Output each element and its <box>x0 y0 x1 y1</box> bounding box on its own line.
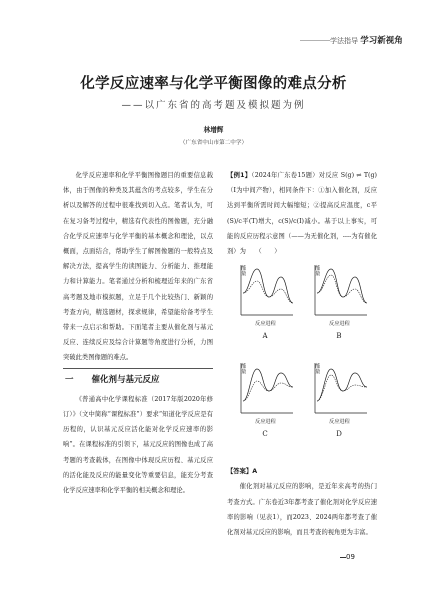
graph-c-letter: C <box>262 430 268 439</box>
section-divider <box>63 368 213 369</box>
graph-c-y-label: 能量 <box>240 363 247 374</box>
example-label: 【例1】 <box>227 172 252 179</box>
graph-d <box>309 361 369 439</box>
graph-a-x-label: 反应进程 <box>255 321 276 328</box>
graph-d-y-label: 能量 <box>314 363 321 374</box>
header-prefix: 学法指导 <box>330 37 358 45</box>
answer-paragraph: 催化剂对基元反应的影响，是近年来高考的热门考查方式。广东卷近3年都考查了催化剂对化学反应速率的影响（见表1），而2023、2024两年都考查了催化剂对基元反应的影响，而且考查的视角更为丰富。 <box>227 483 377 537</box>
graph-b-letter: B <box>336 332 342 341</box>
page-number: 09 <box>346 553 355 561</box>
graph-b-y-label: 能量 <box>314 265 321 276</box>
article-subtitle: ——以广东省的高考题及模拟题为例 <box>121 100 306 111</box>
graph-c-x-label: 反应进程 <box>255 419 276 426</box>
header-column-label <box>330 34 403 46</box>
graph-a-y-label: 能量 <box>240 265 247 276</box>
example-source: （2024年广东卷15题） <box>251 172 319 179</box>
section-number: 一 <box>65 374 74 385</box>
reaction-path-graphs <box>227 261 377 461</box>
graph-a <box>235 263 295 341</box>
answer-value: A <box>252 468 258 476</box>
header-column: 学习新视角 <box>360 36 403 46</box>
graph-c <box>235 361 295 439</box>
answer-label: 【答案】 <box>227 468 253 476</box>
author-name: 林增辉 <box>203 126 224 134</box>
right-column <box>227 168 377 540</box>
section-heading <box>63 373 213 388</box>
example-paragraph <box>227 168 377 259</box>
section-title: 催化剂与基元反应 <box>91 374 160 385</box>
graph-b <box>309 263 369 341</box>
section-paragraph: 《普通高中化学课程标准（2017年版2020年修订）》（文中简称“课程标准”）要求“知道化学反应是有历程的，认识基元反应活化能对化学反应速率的影响”。在课程标准的引领下，基元反应的图像也成了高考题的考查载体，在图像中体现反应历程、基元反应的活化能及反应的能量变化等重要信息，能充分考查化学反应速率和化学平衡的相关概念和理论。 <box>63 395 213 495</box>
answer-heading <box>227 464 377 479</box>
graph-d-letter: D <box>336 430 342 439</box>
graph-a-letter: A <box>262 332 268 341</box>
graph-d-x-label: 反应进程 <box>329 419 350 426</box>
intro-paragraph: 化学反应速率和化学平衡图像题目的重要信息载体，由于图像的种类及其蕴含的考点较多，学生在分析以及解答的过程中很难找到切入点。笔者认为，可在复习备考过程中，精选有代表性的图像题，充分融合化学反应速率与化学平衡的基本概念和理论，以点概面，点面结合，帮助学生了解图像题的一般特点及解决方法，提高学生的读图能力、分析能力、推理能力和计算能力。笔者通过分析和梳理近年来的广东省高考题及地市模拟题，立足于几个比较热门、新颖的考查方向，精选题材，探求规律，希望能给备考学生带来一点启示和帮助。下面笔者主要从催化剂与基元反应、连续反应及综合计算题等角度进行分析，力图突破此类图像题的难点。 <box>63 172 213 362</box>
graph-b-x-label: 反应进程 <box>329 321 350 328</box>
example-text: 对反应 S(g) ⇌ T(g)（I为中间产物），相同条件下：①加入催化剂，反应达到平衡所需时间大幅缩短；②提高反应温度，c平(S)/c平(T)增大，c(S)/c(I)减小。基于以上事实，可能的反应历程示意图（——为无催化剂，----为有催化剂）为 （ ） <box>227 172 378 256</box>
author-affiliation: （广东省中山市第二中学） <box>179 140 248 146</box>
article-title: 化学反应速率与化学平衡图像的难点分析 <box>80 76 347 92</box>
left-column <box>63 168 213 498</box>
